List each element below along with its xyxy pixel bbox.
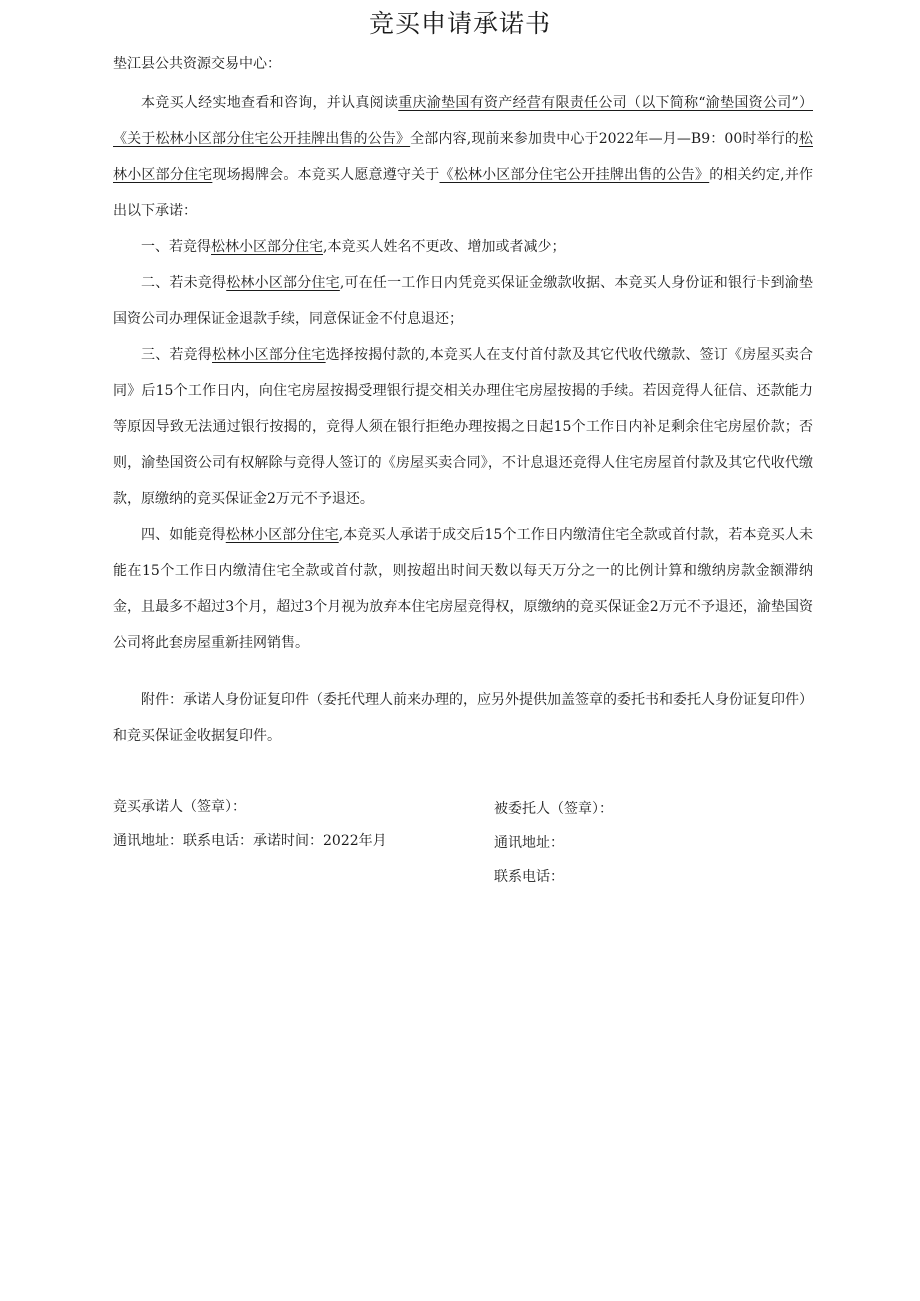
agent-address-label: 通讯地址：	[494, 835, 564, 851]
commitment-3	[113, 337, 813, 517]
commitment-4-property: 松林小区部分住宅	[225, 527, 339, 543]
commitment-4-text-2: ,本竞买人承诺于成交后15个工作日内缴清住宅全款或首付款，若本竞买人未能在15个工作日内缴清住宅全款或首付款，则按超出时间天数以每天万分之一的比例计算和缴纳房款金额滞纳金，且最多不超过3个月，超过3个月视为放弃本住宅房屋竞得权，原缴纳的竞买保证金2万元不予退还，渝垫国资公司将此套房屋重新挂网销售。	[113, 527, 814, 651]
addressee: 垫江县公共资源交易中心：	[113, 56, 281, 72]
commitment-1	[113, 229, 813, 265]
commitment-1-property: 松林小区部分住宅	[211, 239, 323, 255]
commitment-4	[113, 517, 813, 661]
commitment-3-text-1: 三、若竞得	[141, 347, 213, 363]
commitment-1-text-2: ,本竞买人姓名不更改、增加或者减少；	[323, 239, 566, 255]
agent-phone-label: 联系电话：	[494, 869, 564, 885]
commitment-3-property: 松林小区部分住宅	[212, 347, 326, 363]
document-body	[113, 85, 813, 661]
intro-text-3: 现场揭牌会。本竞买人愿意遵守关于	[212, 167, 440, 183]
paragraph-intro	[113, 85, 813, 229]
intro-text-1: 本竞买人经实地查看和咨询，并认真阅读	[141, 95, 399, 111]
announcement-title-underlined: 《松林小区部分住宅公开挂牌出售的公告》	[439, 167, 710, 183]
attachment-note: 附件：承诺人身份证复印件（委托代理人前来办理的，应另外提供加盖签章的委托书和委托人身份证复印件）和竞买保证金收据复印件。	[113, 692, 813, 744]
bidder-signature-label: 竞买承诺人（签章）：	[113, 799, 246, 815]
company-announcement-underlined: 重庆渝垫国有资产经营有限责任公司（以下简称“渝垫国资公司”）《关于松林小区部分住宅公开挂牌出售的公告》	[113, 95, 813, 147]
commitment-2	[113, 265, 813, 337]
commitment-1-text-1: 一、若竞得	[141, 239, 211, 255]
document-title: 竞买申请承诺书	[368, 9, 551, 38]
commitment-2-text-1: 二、若未竞得	[141, 275, 227, 291]
bidder-contact-line: 通讯地址：联系电话：承诺时间：2022年月	[113, 833, 387, 849]
property-name-underlined: 松林小区部分住宅	[113, 131, 813, 183]
commitment-2-text-2: ,可在任一工作日内凭竞买保证金缴款收据、本竞买人身份证和银行卡到渝垫国资公司办理保证金退款手续，同意保证金不付息退还；	[113, 275, 813, 327]
commitment-2-property: 松林小区部分住宅	[226, 275, 340, 291]
commitment-4-text-1: 四、如能竞得	[141, 527, 226, 543]
agent-signature-label: 被委托人（签章）：	[494, 801, 613, 817]
commitment-3-text-2: 选择按揭付款的,本竞买人在支付首付款及其它代收代缴款、签订《房屋买卖合同》后15个工作日内，向住宅房屋按揭受理银行提交相关办理住宅房屋按揭的手续。若因竞得人征信、还款能力等原因导致无法通过银行按揭的，竞得人须在银行拒绝办理按揭之日起15个工作日内补足剩余住宅房屋价款；否则，渝垫国资公司有权解除与竞得人签订的《房屋买卖合同》，不计息退还竞得人住宅房屋首付款及其它代收代缴款，原缴纳的竞买保证金2万元不予退还。	[113, 347, 813, 507]
intro-text-2: 全部内容,现前来参加贵中心于2022年—月—B9：00时举行的	[410, 131, 799, 147]
signature-block-agent	[494, 792, 613, 894]
signature-block-bidder	[113, 790, 387, 858]
intro-text-4: 的相关约定,并作出以下承诺：	[113, 167, 814, 219]
